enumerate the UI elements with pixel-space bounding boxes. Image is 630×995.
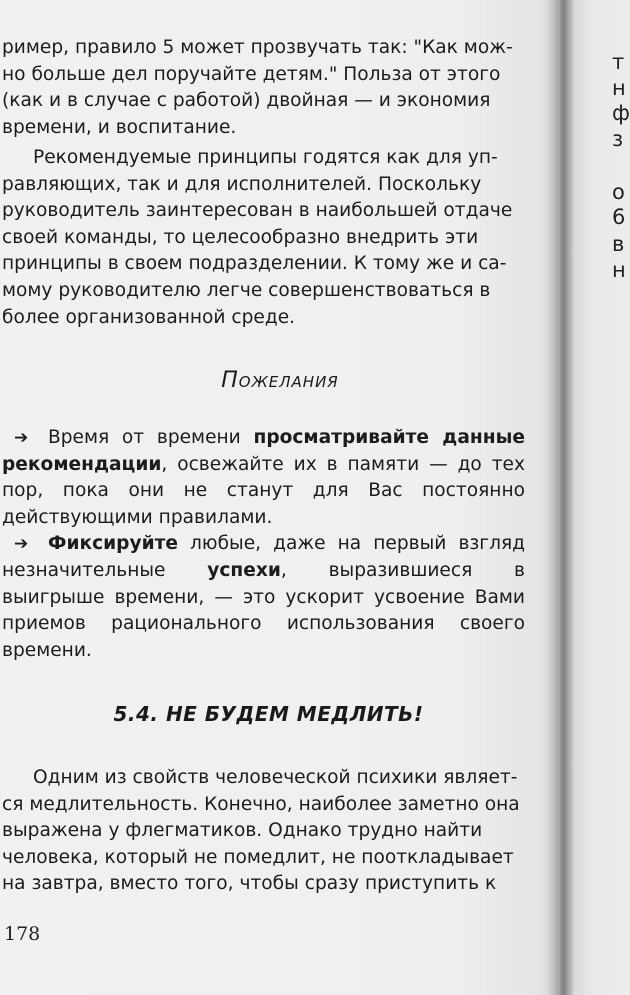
text-line: мому руководителю легче совершенствоваться в — [2, 279, 491, 301]
text-line: более организованной среде. — [2, 306, 296, 328]
wish-emphasis: успехи — [207, 559, 281, 581]
text-line: равляющих, так и для исполнителей. Поскольку — [2, 173, 482, 195]
text-line: принципы в своем подразделении. К тому же и са- — [2, 253, 507, 275]
wish-text: любые, даже на первый взгляд незначительные — [2, 533, 525, 581]
text-line: выражена у флегматиков. Однако трудно найти — [2, 820, 483, 842]
facing-page-letter: о — [612, 180, 625, 204]
section-title: 5.4. НЕ БУДЕМ МЕДЛИТЬ! — [113, 702, 424, 726]
facing-page-letter: 6 — [612, 205, 626, 229]
wish-item — [2, 425, 525, 531]
wish-text: , выразившиеся в выигрыше времени, — это ускорит усвоение Вами приемов рационального использования своего времени. — [2, 559, 525, 661]
facing-page-letter: з — [612, 127, 624, 151]
text-line: но больше дел поручайте детям." Польза от этого — [2, 63, 501, 85]
facing-page-letter: т — [612, 50, 625, 74]
text-line: Рекомендуемые принципы годятся как для уп- — [33, 147, 498, 168]
wishes-heading: Пожелания — [221, 368, 339, 393]
wish-item — [2, 531, 525, 664]
wish-emphasis: Фиксируйте — [48, 533, 178, 555]
wish-text: Время от времени — [48, 427, 254, 448]
text-line: Одним из свойств человеческой психики являет- — [33, 767, 518, 788]
text-line: (как и в случае с работой) двойная — и экономия — [2, 90, 491, 112]
text-line: своей команды, то целесообразно внедрить эти — [2, 226, 479, 248]
wish-emphasis: просматривайте данные рекомендации — [2, 427, 525, 475]
principles-paragraph — [2, 145, 525, 331]
arrow-right-icon: ➔ — [14, 534, 29, 555]
wishes-list — [2, 425, 525, 664]
text-line: на завтра, вместо того, чтобы сразу приступить к — [2, 873, 497, 895]
text-line: ример, правило 5 может прозвучать так: "Как мож- — [2, 37, 513, 58]
facing-page-letter: ф — [612, 101, 630, 125]
page-gutter-shadow — [548, 0, 574, 995]
text-line: руководитель заинтересован в наибольшей отдаче — [2, 200, 513, 222]
page-number: 178 — [4, 923, 41, 945]
wish-text: , освежайте их в памяти — до тех пор, пока они не станут для Вас постоянно действующими правилами. — [2, 453, 525, 528]
arrow-right-icon: ➔ — [14, 428, 29, 448]
facing-page-letter: в — [612, 232, 625, 256]
facing-page-letter: н — [612, 76, 626, 100]
body-paragraph — [2, 765, 525, 898]
text-line: времени, и воспитание. — [2, 116, 237, 138]
text-line: человека, который не помедлит, не поотклaдывает — [2, 846, 514, 868]
text-line: ся медлительность. Конечно, наиболее заметно она — [2, 793, 520, 815]
facing-page-letter: н — [612, 258, 626, 282]
intro-paragraph — [2, 35, 525, 141]
